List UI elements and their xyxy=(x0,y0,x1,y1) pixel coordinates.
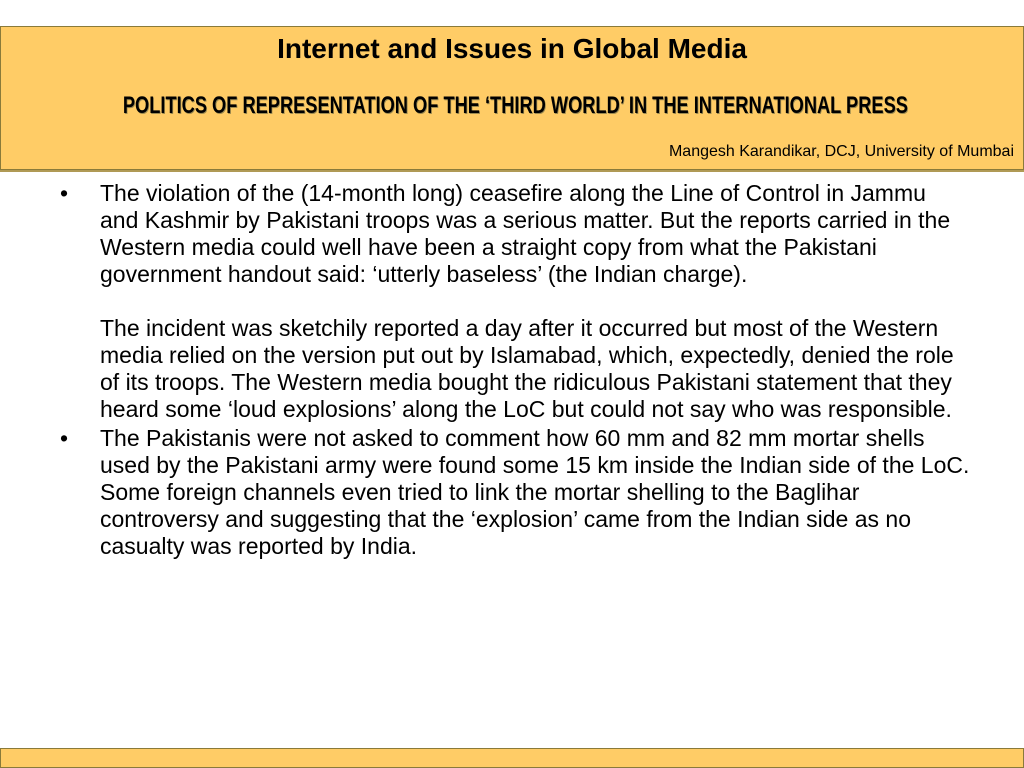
bullet-mark: • xyxy=(60,180,69,206)
slide-title: Internet and Issues in Global Media xyxy=(277,33,747,64)
bullet-paragraph: The violation of the (14-month long) ceasefire along the Line of Control in Jammu and Kashmir by Pakistani troops was a serious matter. But the reports carried in the Western media could well have been a straight copy from what the Pakistani government handout said: ‘utterly baseless’ (the Indian charge). xyxy=(100,180,951,287)
bullet-item xyxy=(60,425,970,560)
footer-band xyxy=(0,748,1024,768)
slide-body xyxy=(60,180,970,562)
bullet-mark: • xyxy=(60,425,69,451)
slide-subtitle: POLITICS OF REPRESENTATION OF THE ‘THIRD WORLD’ IN THE INTERNATIONAL PRESS xyxy=(122,92,908,119)
bullet-paragraph: The Pakistanis were not asked to comment how 60 mm and 82 mm mortar shells used by the Pakistani army were found some 15 km inside the Indian side of the LoC. Some foreign channels even tried to link the mortar shelling to the Baglihar controversy and suggesting that the ‘explosion’ came from the Indian side as no casualty was reported by India. xyxy=(100,425,970,559)
author-credit: Mangesh Karandikar, DCJ, University of Mumbai xyxy=(668,143,1014,160)
bullet-paragraph: The incident was sketchily reported a day after it occurred but most of the Western media relied on the version put out by Islamabad, which, expectedly, denied the role of its troops. The Western media bought the ridiculous Pakistani statement that they heard some ‘loud explosions’ along the LoC but could not say who was responsible. xyxy=(100,315,954,422)
bullet-item xyxy=(60,180,970,423)
